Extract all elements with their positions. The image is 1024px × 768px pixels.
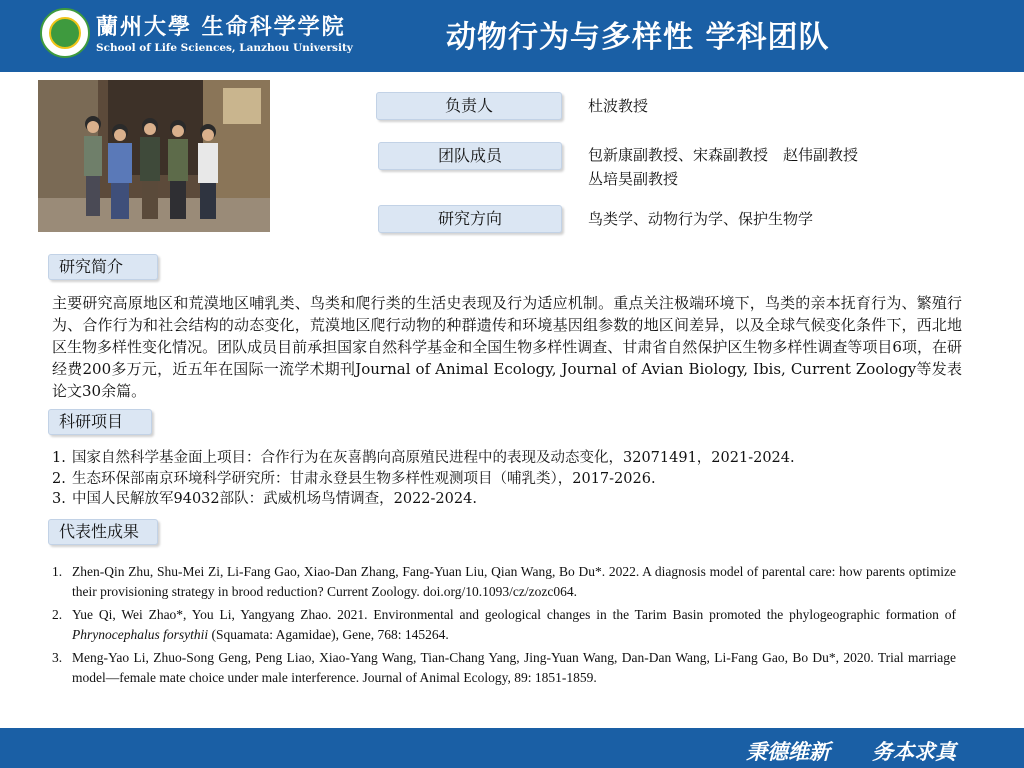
item-number: 1.	[52, 564, 63, 579]
members-value	[588, 143, 858, 191]
members-line-2: 丛培昊副教授	[588, 170, 679, 188]
motto-1: 秉德维新	[746, 740, 830, 764]
item-number: 3.	[52, 650, 63, 665]
achievements-label: 代表性成果	[48, 519, 158, 545]
leader-value: 杜波教授	[588, 97, 649, 115]
list-item	[52, 648, 956, 688]
item-number: 1.	[52, 450, 66, 466]
item-number: 2.	[52, 607, 63, 622]
list-item	[52, 562, 956, 602]
motto-2: 务本求真	[872, 740, 956, 764]
footer-bar	[0, 728, 1024, 768]
research-value: 鸟类学、动物行为学、保护生物学	[588, 210, 814, 228]
item-text: 中国人民解放军94032部队：武威机场鸟情调查，2022-2024.	[72, 491, 477, 507]
projects-list	[52, 448, 972, 510]
intro-text: 主要研究高原地区和荒漠地区哺乳类、鸟类和爬行类的生活史表现及行为适应机制。重点关注极端环境下，鸟类的亲本抚育行为、繁殖行为、合作行为和社会结构的动态变化，荒漠地区爬行动物的种群遗传和环境基因组参数的地区间差异，以及全球气候变化条件下，西北地区生物多样性变化情况。团队成员目前承担国家自然科学基金和全国生物多样性调查、甘肃省自然保护区生物多样性调查等项目6项，在研经费200多万元，近五年在国际一流学术期刊Journal of Animal Ecology, Journal of Avian Biology, Ibis, Current Zoology等发表论文30余篇。	[52, 294, 962, 400]
members-line-1: 包新康副教授、宋森副教授 赵伟副教授	[588, 146, 859, 164]
list-item	[52, 448, 972, 469]
research-label: 研究方向	[378, 205, 562, 233]
item-text: 国家自然科学基金面上项目：合作行为在灰喜鹊向高原殖民进程中的表现及动态变化，32071491，2021-2024.	[72, 450, 795, 466]
list-item	[52, 605, 956, 645]
page-title: 动物行为与多样性 学科团队	[446, 20, 830, 55]
university-logo-icon	[40, 8, 90, 58]
projects-label: 科研项目	[48, 409, 152, 435]
achievements-list	[52, 562, 956, 691]
species-name: Phrynocephalus forsythii	[72, 627, 209, 642]
intro-label: 研究简介	[48, 254, 158, 280]
item-text-pre: Yue Qi, Wei Zhao*, You Li, Yangyang Zhao. 2021. Environmental and geological changes in the Tarim Basin promoted the phylogeographic formation of	[72, 607, 956, 622]
item-text: Zhen-Qin Zhu, Shu-Mei Zi, Li-Fang Gao, Xiao-Dan Zhang, Fang-Yuan Liu, Qian Wang, Bo Du*. 2022. A diagnosis model of parental care: how parents optimize their provisioning strategy in brood reduction? Current Zoology. doi.org/10.1093/cz/zozc064.	[72, 564, 956, 599]
members-label: 团队成员	[378, 142, 562, 170]
item-text: 生态环保部南京环境科学研究所：甘肃永登县生物多样性观测项目（哺乳类），2017-2026.	[72, 470, 656, 487]
item-number: 2.	[52, 470, 66, 487]
list-item	[52, 489, 972, 510]
leader-label: 负责人	[376, 92, 562, 120]
item-text: Meng-Yao Li, Zhuo-Song Geng, Peng Liao, Xiao-Yang Wang, Tian-Chang Yang, Jing-Yuan Wang, Dan-Dan Wang, Li-Fang Gao, Bo Du*, 2020. Trial marriage model—female mate choice under male interference. Journal of Animal Ecology, 89: 1851-1859.	[72, 650, 956, 685]
school-name-en: School of Life Sciences, Lanzhou University	[96, 42, 353, 54]
item-text-post: (Squamata: Agamidae), Gene, 768: 145264.	[208, 627, 449, 642]
school-name-cn: 蘭州大學 生命科学学院	[96, 14, 346, 40]
team-photo	[38, 80, 270, 232]
item-number: 3.	[52, 491, 66, 507]
list-item	[52, 469, 972, 490]
